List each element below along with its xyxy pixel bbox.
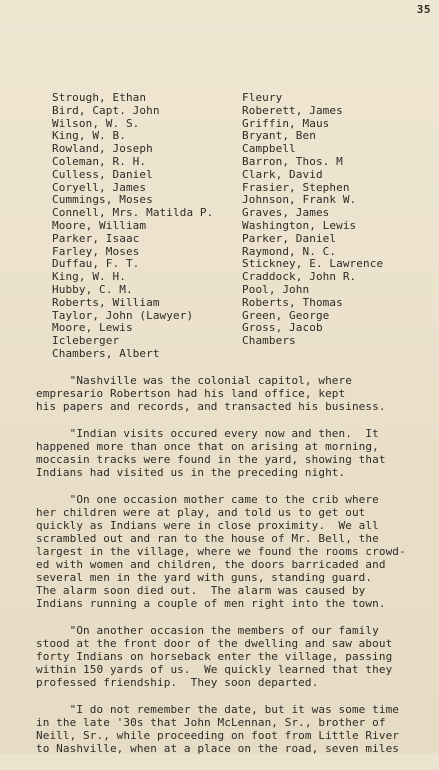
name-entry: Rowland, Joseph [52, 142, 153, 156]
name-entry: King, W. B. [52, 129, 126, 143]
name-entry: Craddock, John R. [242, 270, 357, 284]
name-entry: Bird, Capt. John [52, 103, 160, 117]
paragraph: "On one occasion mother came to the crib where her children were at play, and told us to get out quickly as Indians were in close proximity. We all scrambled out and ran to the house of Mr. Bell, the largest in the village, where we found the rooms crowd- ed with women and children, the doors barricaded and several men in the yard with guns, standing guard. The alarm soon died out. The alarm was caused by Indians running a couple of men right into the town. [36, 493, 406, 610]
name-entry: Roberts, William [52, 295, 160, 309]
name-entry: Moore, William [52, 218, 147, 232]
page-number: 35 [416, 3, 431, 16]
name-entry: Taylor, John (Lawyer) [52, 308, 194, 322]
name-entry: Pool, John [242, 282, 310, 296]
name-entry: Griffin, Maus [242, 116, 330, 130]
name-entry: Wilson, W. S. [52, 116, 140, 130]
name-entry: Coleman, R. H. [52, 154, 147, 168]
name-entry: Stickney, E. Lawrence [242, 257, 384, 271]
name-entry: Green, George [242, 308, 330, 322]
name-entry: Moore, Lewis [52, 321, 133, 335]
narrative-text [36, 375, 432, 770]
name-entry: Johnson, Frank W. [242, 193, 357, 207]
name-entry: Culless, Daniel [52, 167, 153, 181]
name-entry: Bryant, Ben [242, 129, 316, 143]
name-entry: Hubby, C. M. [52, 282, 133, 296]
name-column-right [242, 92, 412, 361]
name-entry: Roberett, James [242, 103, 343, 117]
paragraph: "Indian visits occured every now and then. It happened more than once that on arising at morning, moccasin tracks were found in the yard, showing that Indians had visited us in the preceding night. [36, 427, 386, 479]
name-entry: Campbell [242, 142, 296, 156]
name-entry: Gross, Jacob [242, 321, 323, 335]
name-entry: Chambers, Albert [52, 346, 160, 360]
name-entry: Connell, Mrs. Matilda P. [52, 206, 214, 220]
name-entry: Barron, Thos. M [242, 154, 343, 168]
name-entry: Duffau, F. T. [52, 257, 140, 271]
name-entry: King, W. H. [52, 270, 126, 284]
name-entry: Coryell, James [52, 180, 147, 194]
name-entry: Icleberger [52, 334, 120, 348]
name-entry: Graves, James [242, 206, 330, 220]
name-entry: Clark, David [242, 167, 323, 181]
name-entry: Cummings, Moses [52, 193, 153, 207]
name-entry: Parker, Daniel [242, 231, 337, 245]
name-entry: Frasier, Stephen [242, 180, 350, 194]
name-column-left [52, 92, 242, 361]
paragraph: "On another occasion the members of our family stood at the front door of the dwelling and saw about forty Indians on horseback enter the village, passing within 150 yards of us. We quickly learned that they professed friendship. They soon departed. [36, 624, 393, 689]
name-entry: Roberts, Thomas [242, 295, 343, 309]
name-entry: Strough, Ethan [52, 91, 147, 104]
name-entry: Washington, Lewis [242, 218, 357, 232]
name-entry: Chambers [242, 334, 296, 348]
name-entry: Fleury [242, 91, 283, 104]
name-list [52, 92, 412, 361]
paragraph: "I do not remember the date, but it was some time in the late '30s that John McLennan, Sr., brother of Neill, Sr., while proceeding on foot from Little River to Nashville, when at a place on the road, seven miles [36, 703, 400, 755]
name-entry: Raymond, N. C. [242, 244, 337, 258]
name-entry: Farley, Moses [52, 244, 140, 258]
paragraph: "Nashville was the colonial capitol, where empresario Robertson had his land office, kept his papers and records, and transacted his business. [36, 374, 386, 413]
name-entry: Parker, Isaac [52, 231, 140, 245]
